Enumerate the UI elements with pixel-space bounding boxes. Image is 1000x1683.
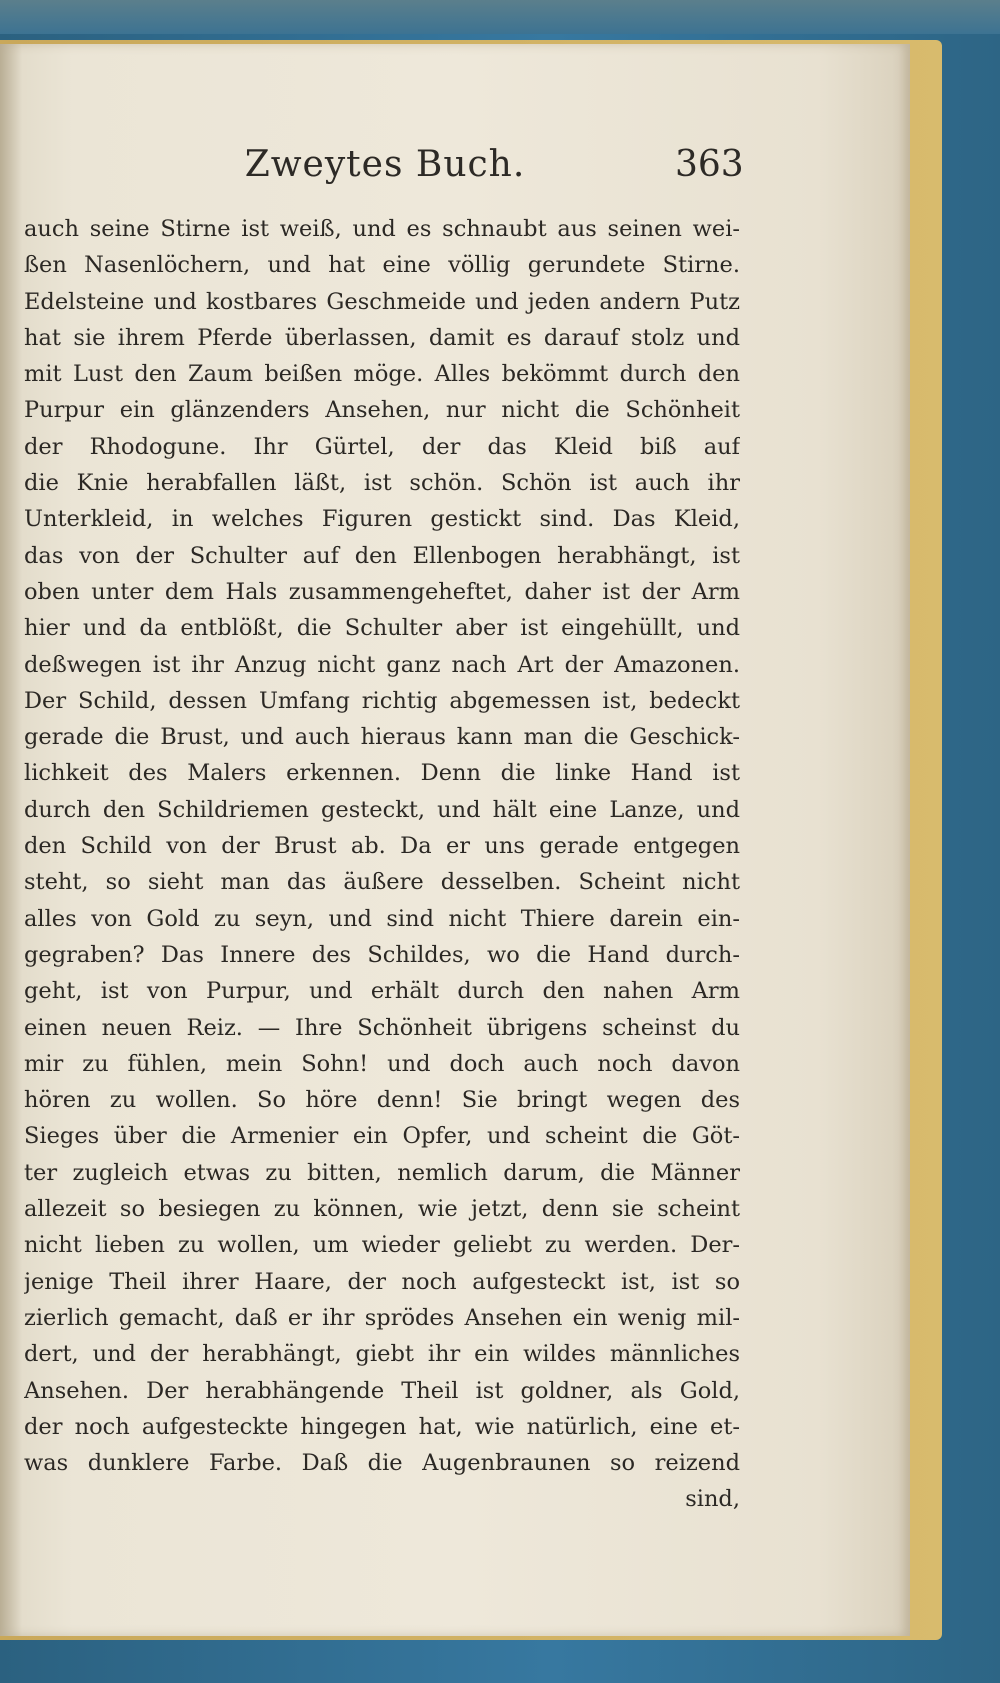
text-line: den Schild von der Brust ab. Da er uns gerade entgegen — [24, 833, 740, 860]
text-line: die Knie herabfallen läßt, ist schön. Schön ist auch ihr — [24, 470, 740, 497]
text-line: ßen Nasenlöchern, und hat eine völlig gerundete Stirne. — [24, 252, 740, 279]
text-line: durch den Schildriemen gesteckt, und hält eine Lanze, und — [24, 796, 740, 823]
text-line: allezeit so besiegen zu können, wie jetzt, denn sie scheint — [24, 1196, 740, 1223]
text-line: Unterkleid, in welches Figuren gestickt sind. Das Kleid, — [24, 506, 740, 533]
text-line: gegraben? Das Innere des Schildes, wo die Hand durch- — [24, 941, 740, 968]
running-head: Zweytes Buch. — [244, 144, 526, 185]
text-line: einen neuen Reiz. — Ihre Schönheit übrigens scheinst du — [24, 1014, 740, 1041]
text-line: hat sie ihrem Pferde überlassen, damit es darauf stolz und — [24, 324, 740, 351]
text-line: auch seine Stirne ist weiß, und es schnaubt aus seinen wei- — [24, 216, 740, 242]
text-line: was dunklere Farbe. Daß die Augenbraunen so reizend — [24, 1450, 740, 1477]
text-line: hören zu wollen. So höre denn! Sie bringt wegen des — [24, 1087, 740, 1114]
body-text — [24, 211, 740, 1518]
text-line: Sieges über die Armenier ein Opfer, und scheint die Göt- — [24, 1123, 740, 1150]
text-line: lichkeit des Malers erkennen. Denn die linke Hand ist — [24, 760, 740, 787]
text-line: sind, — [685, 1486, 740, 1513]
text-line: mit Lust den Zaum beißen möge. Alles bekömmt durch den — [24, 361, 740, 388]
page-gutter — [0, 44, 22, 1636]
text-line: geht, ist von Purpur, und erhält durch den nahen Arm — [24, 978, 740, 1005]
text-line: jenige Theil ihrer Haare, der noch aufgesteckt ist, ist so — [24, 1268, 740, 1295]
text-line: steht, so sieht man das äußere desselben. Scheint nicht — [24, 869, 740, 896]
text-line: Purpur ein glänzenders Ansehen, nur nicht die Schönheit — [24, 397, 740, 424]
text-line: ter zugleich etwas zu bitten, nemlich darum, die Männer — [24, 1159, 740, 1186]
book-page — [0, 44, 910, 1636]
text-line: hier und da entblößt, die Schulter aber ist eingehüllt, und — [24, 615, 740, 642]
text-line: der Rhodogune. Ihr Gürtel, der das Kleid biß auf — [24, 433, 740, 460]
text-line: nicht lieben zu wollen, um wieder geliebt zu werden. Der- — [24, 1232, 740, 1259]
text-line: oben unter dem Hals zusammengeheftet, daher ist der Arm — [24, 578, 740, 605]
text-line: dert, und der herabhängt, giebt ihr ein wildes männliches — [24, 1341, 740, 1368]
text-line: gerade die Brust, und auch hieraus kann man die Geschick- — [24, 724, 740, 751]
text-line: alles von Gold zu seyn, und sind nicht Thiere darein ein- — [24, 905, 740, 932]
page-number: 363 — [675, 144, 744, 185]
text-line: zierlich gemacht, daß er ihr sprödes Ansehen ein wenig mil- — [24, 1304, 740, 1331]
text-line: Ansehen. Der herabhängende Theil ist goldner, als Gold, — [24, 1377, 740, 1404]
text-line: Der Schild, dessen Umfang richtig abgemessen ist, bedeckt — [24, 687, 740, 714]
text-line: mir zu fühlen, mein Sohn! und doch auch noch davon — [24, 1050, 740, 1077]
text-line: Edelsteine und kostbares Geschmeide und jeden andern Putz — [24, 288, 740, 315]
text-line: das von der Schulter auf den Ellenbogen herabhängt, ist — [24, 542, 740, 569]
text-line: der noch aufgesteckte hingegen hat, wie natürlich, eine et- — [24, 1413, 740, 1440]
text-line: deßwegen ist ihr Anzug nicht ganz nach Art der Amazonen. — [24, 651, 740, 678]
book-cover-top — [0, 0, 1000, 34]
